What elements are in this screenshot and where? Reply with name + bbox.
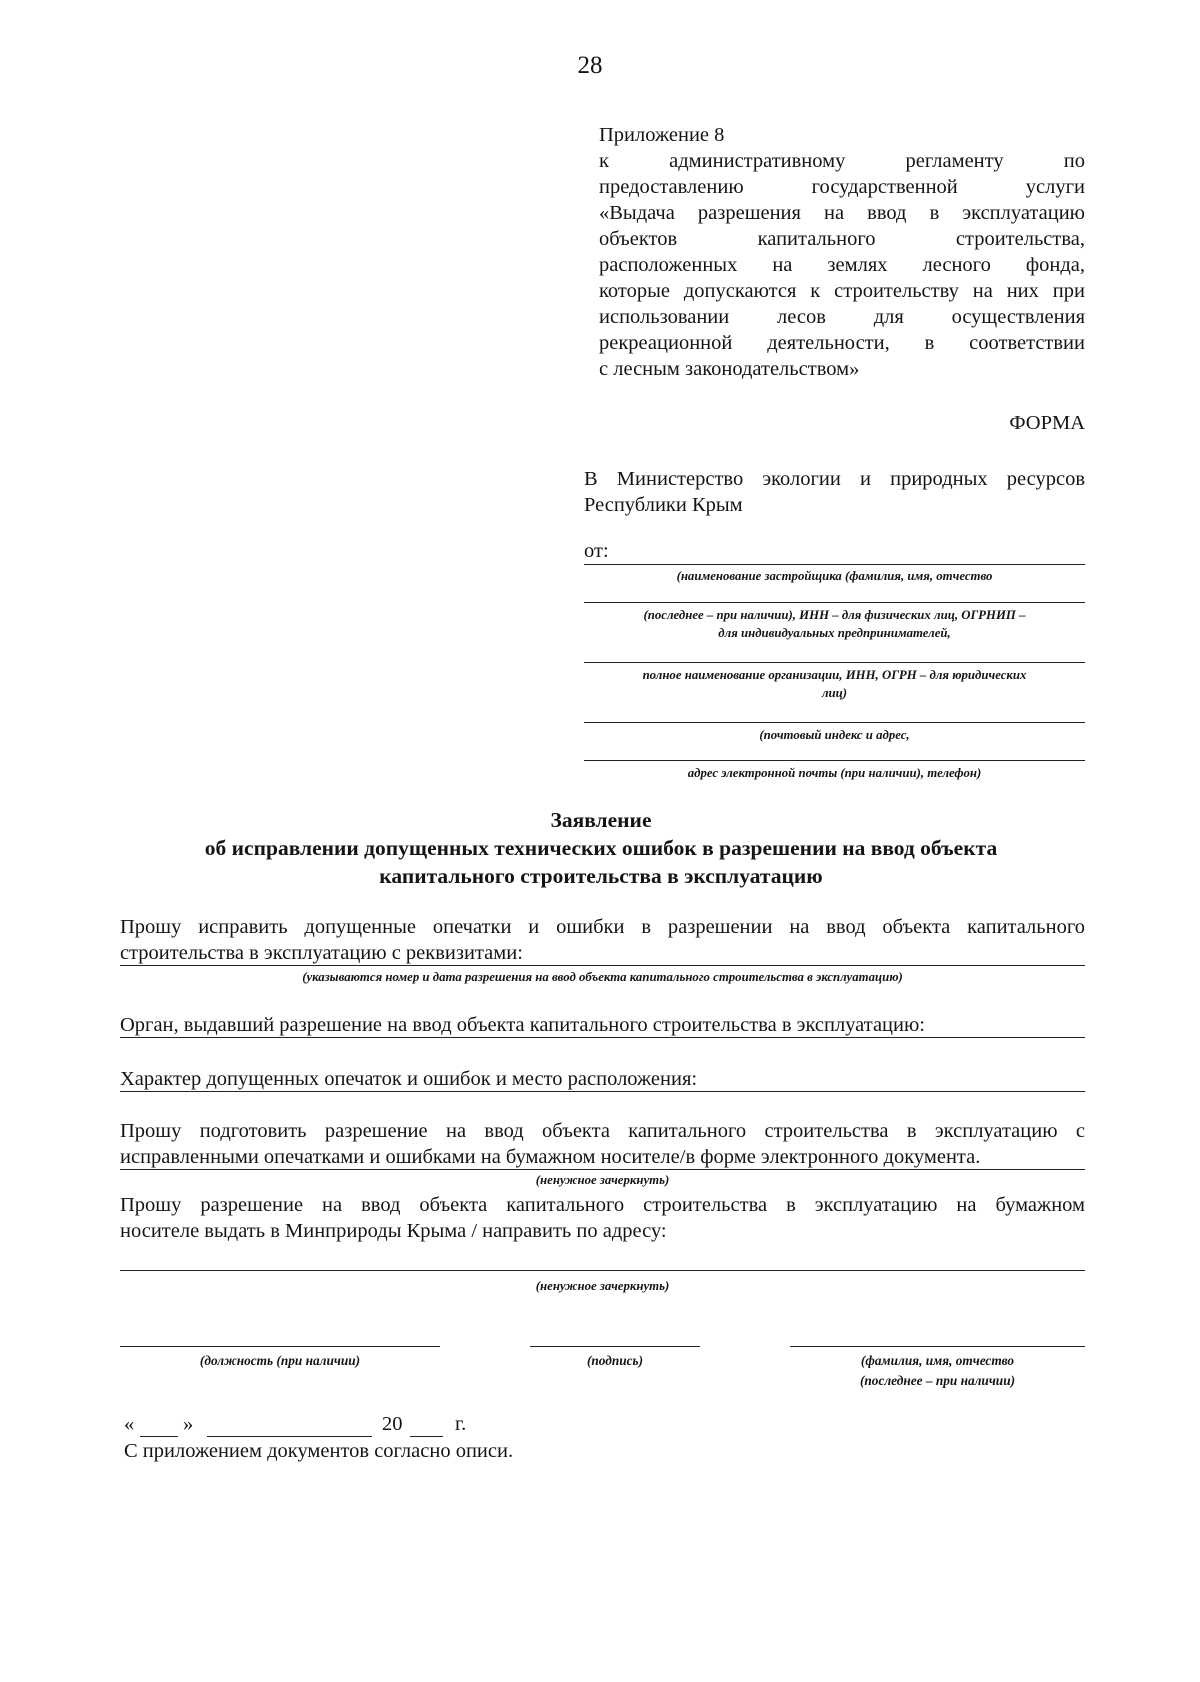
delivery-paragraph-line: носителе выдать в Минприроды Крыма / направить по адресу: — [120, 1220, 667, 1242]
delivery-paragraph-line: Прошу разрешение на ввод объекта капитального строительства в эксплуатацию на бумажном — [120, 1194, 1085, 1216]
applicant-field-line-1[interactable] — [584, 564, 1085, 565]
appendix-line: объектов капитального строительства, — [599, 228, 1085, 250]
document-title: Заявление — [550, 808, 652, 832]
appendix-line: использовании лесов для осуществления — [599, 306, 1085, 328]
preparation-format-field[interactable] — [120, 1169, 1085, 1170]
permit-details-field[interactable] — [120, 965, 1085, 966]
signature-field[interactable] — [530, 1346, 700, 1347]
date-close-quote: » — [183, 1413, 194, 1435]
applicant-field-line-5[interactable] — [584, 760, 1085, 761]
strike-out-hint: (ненужное зачеркнуть) — [535, 1279, 670, 1293]
page-number: 28 — [577, 52, 603, 79]
issuing-authority-label: Орган, выдавший разрешение на ввод объекта капитального строительства в эксплуатацию: — [120, 1014, 926, 1036]
strike-out-hint: (ненужное зачеркнуть) — [535, 1173, 670, 1187]
appendix-reference — [599, 122, 1085, 382]
appendix-line: расположенных на землях лесного фонда, — [599, 254, 1085, 276]
applicant-hint: полное наименование организации, ИНН, ОГРН – для юридических — [642, 668, 1027, 682]
date-day-field[interactable] — [140, 1436, 178, 1437]
form-label: ФОРМА — [1009, 412, 1085, 434]
date-open-quote: « — [124, 1413, 135, 1435]
position-field[interactable] — [120, 1346, 440, 1347]
full-name-caption: (последнее – при наличии) — [859, 1373, 1016, 1388]
appendix-line: которые допускаются к строительству на них при — [599, 280, 1085, 302]
appendix-line: к административному регламенту по — [599, 150, 1085, 172]
error-description-field[interactable] — [120, 1091, 1085, 1092]
addressee-line: Республики Крым — [584, 494, 743, 516]
appendix-line: Приложение 8 — [599, 124, 725, 146]
applicant-hint: (последнее – при наличии), ИНН – для физических лиц, ОГРНИП – — [643, 608, 1026, 622]
request-paragraph-line: Прошу исправить допущенные опечатки и ошибки в разрешении на ввод объекта капитального — [120, 916, 1085, 938]
date-year-suffix: г. — [455, 1413, 467, 1435]
applicant-hint: (почтовый индекс и адрес, — [759, 728, 910, 742]
error-description-label: Характер допущенных опечаток и ошибок и место расположения: — [120, 1068, 698, 1090]
applicant-field-line-4[interactable] — [584, 722, 1085, 723]
applicant-hint: адрес электронной почты (при наличии), телефон) — [687, 766, 982, 780]
full-name-caption: (фамилия, имя, отчество — [860, 1353, 1015, 1368]
applicant-field-line-3[interactable] — [584, 662, 1085, 663]
issuing-authority-field[interactable] — [120, 1037, 1085, 1038]
full-name-field[interactable] — [790, 1346, 1085, 1347]
addressee-block — [584, 466, 1085, 518]
appendix-line: рекреационной деятельности, в соответствии — [599, 332, 1085, 354]
preparation-paragraph-line: Прошу подготовить разрешение на ввод объекта капитального строительства в эксплуатацию с — [120, 1120, 1085, 1142]
signature-caption: (подпись) — [586, 1353, 644, 1368]
permit-details-hint: (указываются номер и дата разрешения на ввод объекта капитального строительства в эксплуатацию) — [302, 970, 903, 984]
applicant-field-line-2[interactable] — [584, 602, 1085, 603]
applicant-hint: лиц) — [821, 686, 848, 700]
appendix-line: с лесным законодательством» — [599, 358, 860, 380]
appendix-line: «Выдача разрешения на ввод в эксплуатацию — [599, 202, 1085, 224]
delivery-address-field[interactable] — [120, 1270, 1085, 1271]
document-subtitle: капитального строительства в эксплуатацию — [379, 864, 823, 888]
date-year-field[interactable] — [410, 1436, 443, 1437]
request-paragraph-line: строительства в эксплуатацию с реквизитами: — [120, 942, 523, 964]
preparation-paragraph-line: исправленными опечатками и ошибками на бумажном носителе/в форме электронного документа. — [120, 1146, 981, 1168]
date-year-prefix: 20 — [382, 1413, 403, 1435]
applicant-hint: для индивидуальных предпринимателей, — [718, 626, 951, 640]
date-month-field[interactable] — [207, 1436, 372, 1437]
document-subtitle: об исправлении допущенных технических ошибок в разрешении на ввод объекта — [204, 836, 998, 860]
attachments-note: С приложением документов согласно описи. — [124, 1440, 514, 1462]
from-label: от: — [584, 540, 609, 562]
position-caption: (должность (при наличии) — [199, 1353, 361, 1368]
addressee-line: В Министерство экологии и природных ресурсов — [584, 468, 1085, 490]
applicant-hint: (наименование застройщика (фамилия, имя, отчество — [676, 569, 993, 583]
appendix-line: предоставлению государственной услуги — [599, 176, 1085, 198]
